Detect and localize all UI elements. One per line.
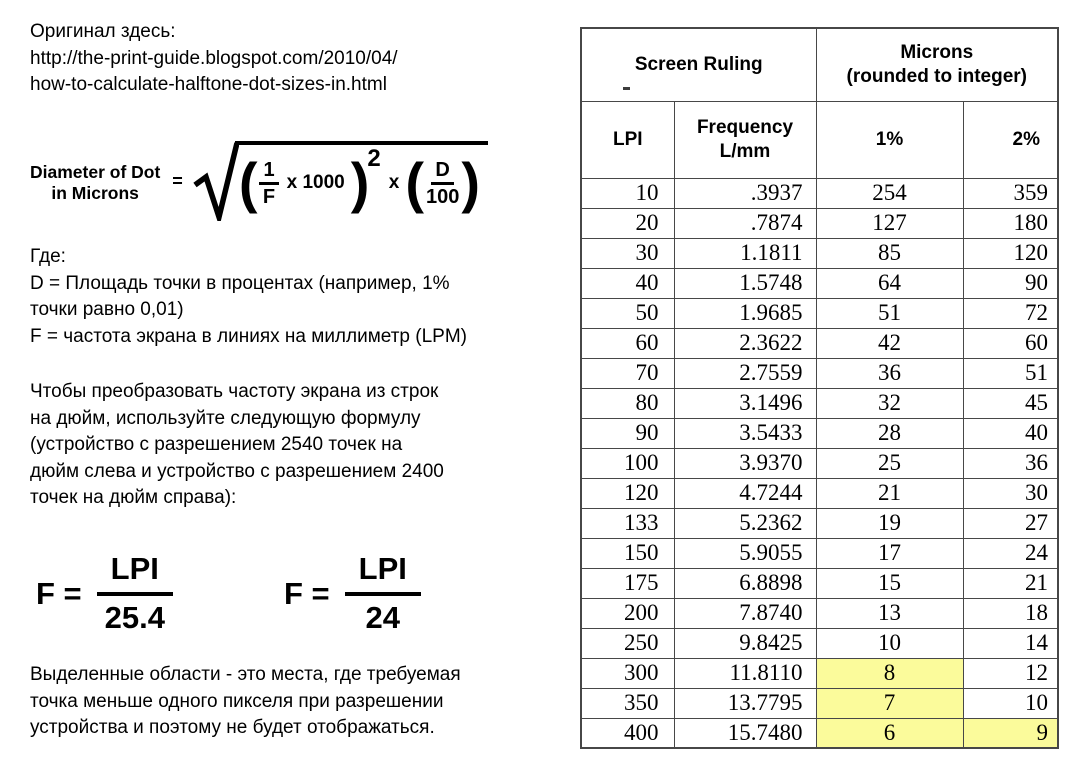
denominator: 24 bbox=[365, 600, 401, 635]
one-percent-cell: 13 bbox=[816, 598, 963, 628]
one-percent-cell: 42 bbox=[816, 328, 963, 358]
frequency-cell: 5.9055 bbox=[674, 538, 816, 568]
table-row bbox=[581, 628, 1058, 658]
one-percent-cell: 7 bbox=[816, 688, 963, 718]
square-root-expression bbox=[193, 141, 488, 221]
table-row bbox=[581, 718, 1058, 748]
conversion-note: Чтобы преобразовать частоту экрана из строк на дюйм, используйте следующую формулу (устройство с разрешением 2540 точек на дюйм слева и устройство с разрешением 2400 точек на дюйм справа): bbox=[30, 381, 444, 508]
frequency-cell: 6.8898 bbox=[674, 568, 816, 598]
two-percent-cell: 14 bbox=[963, 628, 1058, 658]
table-row bbox=[581, 328, 1058, 358]
one-percent-cell: 17 bbox=[816, 538, 963, 568]
exponent: 2 bbox=[367, 145, 381, 172]
two-percent-cell: 359 bbox=[963, 178, 1058, 208]
frequency-cell: 15.7480 bbox=[674, 718, 816, 748]
lpi-cell: 10 bbox=[581, 178, 674, 208]
table-row bbox=[581, 448, 1058, 478]
open-paren-2: ( bbox=[405, 151, 424, 214]
table-row bbox=[581, 178, 1058, 208]
table-row bbox=[581, 388, 1058, 418]
screen-ruling-table bbox=[580, 27, 1059, 749]
two-percent-cell: 30 bbox=[963, 478, 1058, 508]
lpi-cell: 120 bbox=[581, 478, 674, 508]
one-percent-cell: 6 bbox=[816, 718, 963, 748]
numerator: LPI bbox=[97, 551, 173, 596]
one-percent-cell: 127 bbox=[816, 208, 963, 238]
group-header-row bbox=[581, 28, 1058, 101]
frequency-cell: 1.1811 bbox=[674, 238, 816, 268]
formula-label: Diameter of Dot in Microns bbox=[30, 162, 161, 203]
two-percent-column-header: 2% bbox=[963, 101, 1058, 178]
table-body bbox=[581, 178, 1058, 748]
table-row bbox=[581, 208, 1058, 238]
numerator: LPI bbox=[345, 551, 421, 596]
two-percent-cell: 90 bbox=[963, 268, 1058, 298]
one-percent-cell: 32 bbox=[816, 388, 963, 418]
table-row bbox=[581, 598, 1058, 628]
times-sign: x bbox=[388, 172, 400, 193]
lpi-cell: 40 bbox=[581, 268, 674, 298]
two-percent-cell: 180 bbox=[963, 208, 1058, 238]
microns-header: Microns (rounded to integer) bbox=[816, 28, 1058, 101]
lpi-cell: 133 bbox=[581, 508, 674, 538]
one-percent-cell: 21 bbox=[816, 478, 963, 508]
two-percent-cell: 40 bbox=[963, 418, 1058, 448]
frequency-cell: 2.7559 bbox=[674, 358, 816, 388]
frequency-cell: .7874 bbox=[674, 208, 816, 238]
source-url-line1: http://the-print-guide.blogspot.com/2010/04/ bbox=[30, 47, 398, 69]
two-percent-cell: 36 bbox=[963, 448, 1058, 478]
denominator: 25.4 bbox=[104, 600, 165, 635]
dot-diameter-formula bbox=[30, 141, 488, 221]
fraction-d-over-100: $\frac{D}{100}$ bbox=[425, 158, 460, 208]
frequency-cell: 4.7244 bbox=[674, 478, 816, 508]
lpi-cell: 20 bbox=[581, 208, 674, 238]
one-percent-cell: 25 bbox=[816, 448, 963, 478]
close-paren-2: ) bbox=[461, 151, 480, 214]
highlight-explanation: Выделенные области - это места, где требуемая точка меньше одного пикселя при разрешении устройства и поэтому не будет отображаться. bbox=[30, 664, 461, 738]
table-row bbox=[581, 358, 1058, 388]
table-row bbox=[581, 568, 1058, 598]
lpi-cell: 150 bbox=[581, 538, 674, 568]
two-percent-cell: 45 bbox=[963, 388, 1058, 418]
f-formula-2400dpi: F = $\frac{\text{LPI}}{24}$ bbox=[284, 551, 421, 636]
frequency-cell: 3.1496 bbox=[674, 388, 816, 418]
frequency-column-header: Frequency L/mm bbox=[674, 101, 816, 178]
frequency-cell: 7.8740 bbox=[674, 598, 816, 628]
table-row bbox=[581, 658, 1058, 688]
lpi-cell: 60 bbox=[581, 328, 674, 358]
one-percent-column-header: 1% bbox=[816, 101, 963, 178]
one-percent-cell: 28 bbox=[816, 418, 963, 448]
open-paren: ( bbox=[238, 151, 258, 214]
source-reference bbox=[30, 19, 398, 99]
one-percent-cell: 51 bbox=[816, 298, 963, 328]
two-percent-cell: 72 bbox=[963, 298, 1058, 328]
one-percent-cell: 254 bbox=[816, 178, 963, 208]
table-row bbox=[581, 418, 1058, 448]
table-row bbox=[581, 238, 1058, 268]
fraction-1-over-f: $\frac{1}{F}$ bbox=[259, 159, 278, 208]
table-row bbox=[581, 478, 1058, 508]
lpi-cell: 300 bbox=[581, 658, 674, 688]
lpi-cell: 100 bbox=[581, 448, 674, 478]
frequency-cell: 2.3622 bbox=[674, 328, 816, 358]
variable-definitions: Где: D = Площадь точки в процентах (например, 1% точки равно 0,01) F = частота экрана в линиях на миллиметр (LPM) bbox=[30, 246, 467, 347]
frequency-cell: 1.5748 bbox=[674, 268, 816, 298]
frequency-cell: 1.9685 bbox=[674, 298, 816, 328]
frequency-cell: 5.2362 bbox=[674, 508, 816, 538]
frequency-cell: 9.8425 bbox=[674, 628, 816, 658]
radical-icon bbox=[193, 141, 239, 221]
table-row bbox=[581, 538, 1058, 568]
lpi-cell: 80 bbox=[581, 388, 674, 418]
one-percent-cell: 36 bbox=[816, 358, 963, 388]
screen-ruling-header: Screen Ruling bbox=[581, 28, 816, 101]
lpi-cell: 50 bbox=[581, 298, 674, 328]
two-percent-cell: 51 bbox=[963, 358, 1058, 388]
source-url-line2: how-to-calculate-halftone-dot-sizes-in.html bbox=[30, 74, 387, 95]
frequency-cell: 11.8110 bbox=[674, 658, 816, 688]
lpi-cell: 30 bbox=[581, 238, 674, 268]
lpi-cell: 350 bbox=[581, 688, 674, 718]
two-percent-cell: 27 bbox=[963, 508, 1058, 538]
lpi-cell: 200 bbox=[581, 598, 674, 628]
table-row bbox=[581, 508, 1058, 538]
two-percent-cell: 120 bbox=[963, 238, 1058, 268]
close-paren: ) bbox=[350, 151, 370, 214]
two-percent-cell: 21 bbox=[963, 568, 1058, 598]
one-percent-cell: 10 bbox=[816, 628, 963, 658]
one-percent-cell: 8 bbox=[816, 658, 963, 688]
frequency-cell: 13.7795 bbox=[674, 688, 816, 718]
one-percent-cell: 19 bbox=[816, 508, 963, 538]
lpi-cell: 250 bbox=[581, 628, 674, 658]
one-percent-cell: 85 bbox=[816, 238, 963, 268]
times-1000: x 1000 bbox=[286, 172, 345, 193]
table-row bbox=[581, 298, 1058, 328]
radicand bbox=[235, 141, 488, 219]
table-row bbox=[581, 688, 1058, 718]
table-row bbox=[581, 268, 1058, 298]
two-percent-cell: 24 bbox=[963, 538, 1058, 568]
frequency-cell: .3937 bbox=[674, 178, 816, 208]
one-percent-cell: 64 bbox=[816, 268, 963, 298]
one-percent-cell: 15 bbox=[816, 568, 963, 598]
lpi-cell: 175 bbox=[581, 568, 674, 598]
two-percent-cell: 10 bbox=[963, 688, 1058, 718]
source-label: Оригинал здесь: bbox=[30, 21, 176, 42]
frequency-cell: 3.9370 bbox=[674, 448, 816, 478]
lpi-column-header: LPI bbox=[581, 101, 674, 178]
frequency-cell: 3.5433 bbox=[674, 418, 816, 448]
stray-scan-mark bbox=[623, 87, 630, 90]
equals-sign: = bbox=[172, 171, 183, 191]
f-formula-metric: F = $\frac{\text{LPI}}{25.4}$ bbox=[36, 551, 173, 636]
two-percent-cell: 9 bbox=[963, 718, 1058, 748]
halftone-table bbox=[580, 27, 1059, 749]
lpi-cell: 90 bbox=[581, 418, 674, 448]
lpi-cell: 400 bbox=[581, 718, 674, 748]
two-percent-cell: 12 bbox=[963, 658, 1058, 688]
lpi-cell: 70 bbox=[581, 358, 674, 388]
two-percent-cell: 60 bbox=[963, 328, 1058, 358]
column-header-row bbox=[581, 101, 1058, 178]
two-percent-cell: 18 bbox=[963, 598, 1058, 628]
